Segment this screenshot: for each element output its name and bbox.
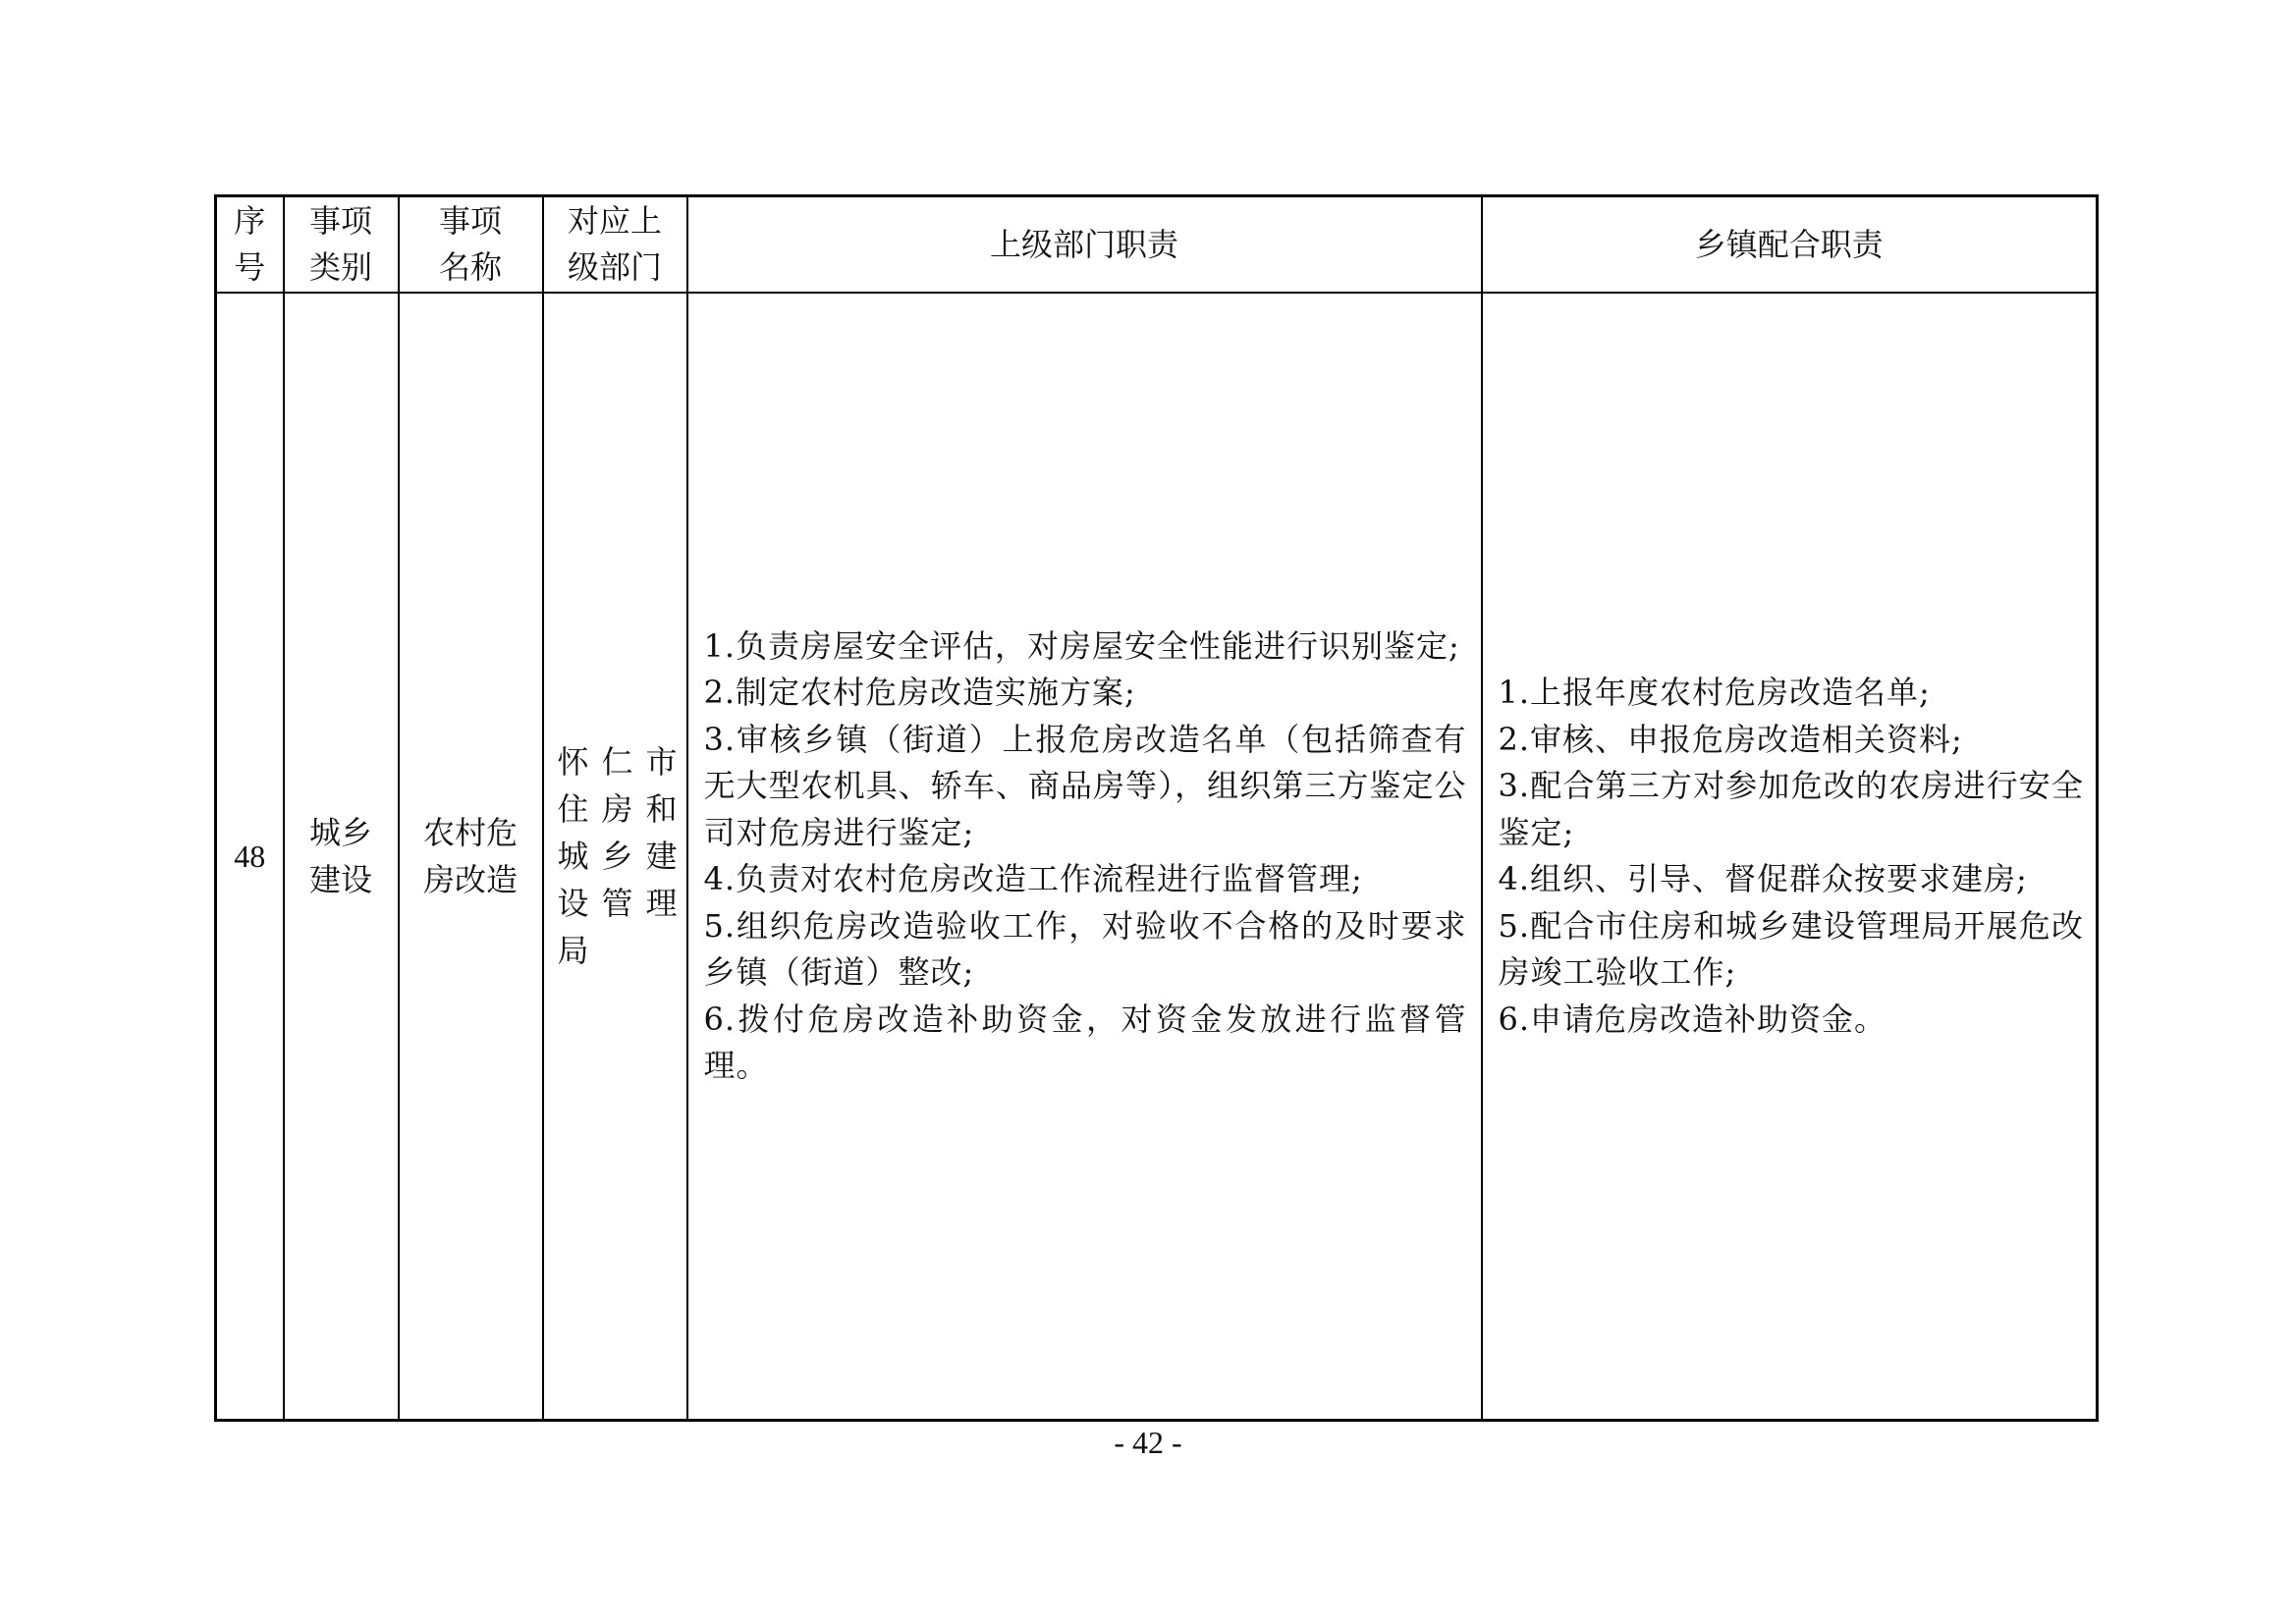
header-category-line: 类别 [308,248,372,286]
header-name-line: 事项 [438,202,502,240]
duty-item: 1.上报年度农村危房改造名单; [1498,674,1931,711]
header-superior-duties-label: 上级部门职责 [989,225,1178,263]
duty-item: 1.负责房屋安全评估，对房屋安全性能进行识别鉴定; [703,626,1460,665]
page-number: - 42 - [1114,1425,1182,1460]
cell-item-name [399,293,543,1421]
cell-category [284,293,399,1421]
dept-line: 怀仁市 [557,743,690,781]
category-line: 城乡 [308,814,372,851]
duty-item: 4.负责对农村危房改造工作流程进行监督管理; [703,860,1363,897]
table-row [216,293,2098,1421]
header-seq-line: 号 [234,248,266,286]
duty-item: 5.组织危房改造验收工作，对验收不合格的及时要求乡镇（街道）整改; [703,906,1467,991]
header-superior-duties [687,196,1482,294]
duty-item: 3.配合第三方对参加危改的农房进行安全鉴定; [1498,767,2084,851]
table-header-row [216,196,2098,294]
item-name-line: 农村危 [422,814,518,851]
cell-superior-duties [687,293,1482,1421]
header-name [399,196,543,294]
cell-dept [543,293,690,1421]
header-dept-line: 级部门 [567,248,662,286]
duty-item: 5.配合市住房和城乡建设管理局开展危改房竣工验收工作; [1498,906,2084,991]
header-category [284,196,399,294]
dept-line: 住房和 [557,790,690,828]
header-dept [543,196,687,294]
header-township-duties-label: 乡镇配合职责 [1694,225,1884,263]
header-category-line: 事项 [308,202,372,240]
seq-value: 48 [234,839,266,874]
header-dept-line: 对应上 [567,202,662,240]
township-duties-list [1483,670,2097,1043]
item-name-line: 房改造 [422,861,518,898]
header-name-line: 名称 [438,248,502,286]
duty-item: 6.申请危房改造补助资金。 [1498,1000,1887,1038]
header-seq-line: 序 [234,202,266,240]
header-township-duties [1482,196,2098,294]
duty-item: 6.拨付危房改造补助资金，对资金发放进行监督管理。 [703,1000,1467,1084]
duty-item: 3.审核乡镇（街道）上报危房改造名单（包括筛查有无大型农机具、轿车、商品房等），组织第三方鉴定公司对危房进行鉴定; [703,720,1467,851]
duty-item: 2.审核、申报危房改造相关资料; [1498,720,1963,758]
header-seq [216,196,284,294]
superior-duties-list [688,623,1481,1090]
category-line: 建设 [308,861,372,898]
dept-line: 设管理 [557,885,690,922]
dept-line: 城乡建 [557,838,690,875]
cell-seq [216,293,284,1421]
duty-table [214,194,2099,1422]
duty-item: 4.组织、引导、督促群众按要求建房; [1498,860,2028,897]
duty-item: 2.制定农村危房改造实施方案; [703,674,1136,711]
dept-line: 局 [557,932,602,969]
cell-township-duties [1482,293,2098,1421]
